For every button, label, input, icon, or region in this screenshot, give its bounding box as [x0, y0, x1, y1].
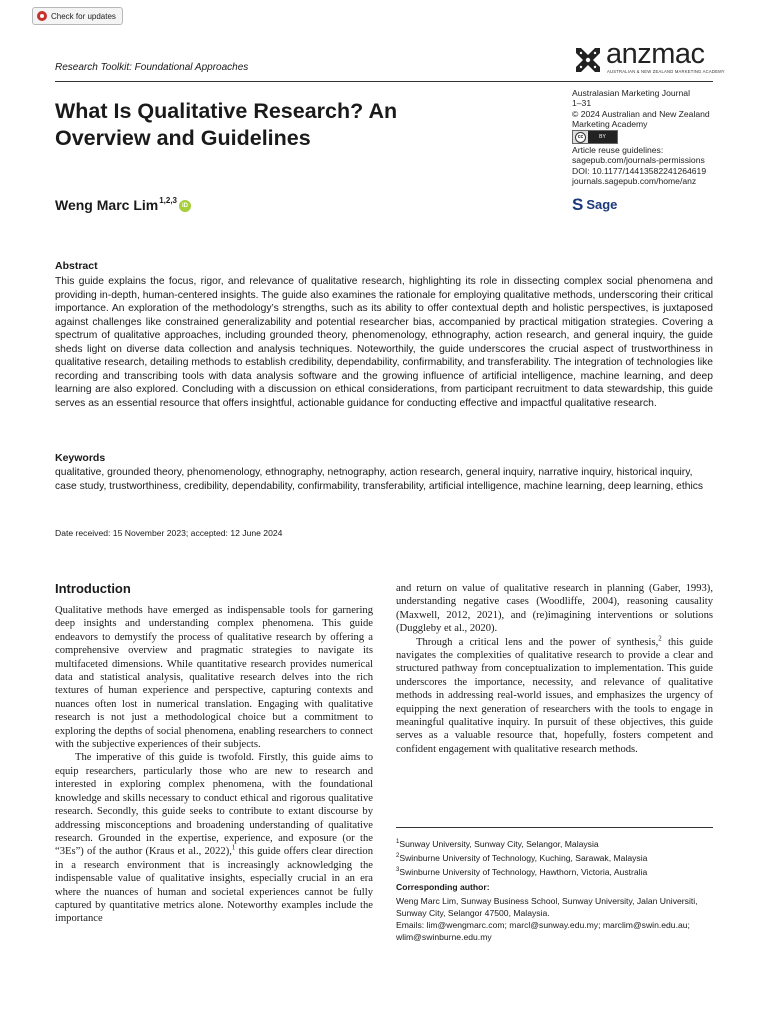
introduction-heading: Introduction — [55, 581, 131, 596]
journal-pages: 1–31 — [572, 98, 592, 109]
affiliation-marker: 3 — [396, 866, 400, 873]
body-column-right — [396, 582, 713, 756]
anzmac-mark-icon — [573, 45, 603, 75]
body-column-left — [55, 604, 373, 926]
sage-s-icon: S — [572, 195, 584, 214]
journal-name: Australasian Marketing Journal — [572, 88, 690, 98]
affiliation-marker: 2 — [396, 852, 400, 859]
intro-paragraph-4-text-b: this guide navigates the complexities of qualitative research to provide a clear and structured pathway from conceptualization to implementation. This guide underscores the importance, necessity, and relevance of qualitative methods in addressing real-world issues, and emphasizes the urgency of equipping the next generation of researchers with the tools to engage in meaningful qualitative inquiry. In pursuit of these objectives, this guide serves as a valuable resource that, hopefully, fosters competent and confident engagement with qualitative research methods. — [396, 636, 713, 755]
corresponding-author-details — [396, 895, 716, 943]
intro-paragraph-1: Qualitative methods have emerged as indispensable tools for garnering deep insights and understanding complex phenomena. This guide endeavors to demystify the process of qualitative research by offering a comprehensive overview and pragmatic strategies to navigate its multifaceted dimensions. While quantitative research provides numerical data and statistical analysis, qualitative research delves into the rich textures of human experience and perspective, capturing contexts and nuances often lost in numerical translation. Engaging with qualitative research is not just a methodological choice but a commitment to exploring the depths of social phenomena, enabling researchers to connect with the subjective experiences of their subjects. — [55, 605, 373, 751]
update-icon — [37, 11, 47, 21]
logo-wordmark: anzmac — [606, 38, 705, 70]
corresponding-emails[interactable]: Emails: lim@wengmarc.com; marcl@sunway.edu.my; marclim@swin.edu.au; wlim@swinburne.edu.my — [396, 920, 690, 942]
reuse-guidelines-link[interactable]: sagepub.com/journals-permissions — [572, 155, 705, 166]
journal-homepage-link[interactable]: journals.sagepub.com/home/anz — [572, 176, 697, 187]
header-divider — [55, 81, 713, 82]
affiliations-divider — [396, 827, 713, 828]
keywords-heading: Keywords — [55, 452, 106, 464]
reuse-guidelines-label: Article reuse guidelines: — [572, 145, 664, 156]
copyright-line: © 2024 Australian and New Zealand — [572, 108, 710, 119]
cc-icon: cc — [575, 132, 586, 143]
affiliations-list — [396, 836, 713, 878]
affiliation-text: Swinburne University of Technology, Hawthorn, Victoria, Australia — [399, 866, 648, 877]
check-for-updates-label: Check for updates — [51, 11, 116, 21]
intro-paragraph-2-text-a: The imperative of this guide is twofold. Firstly, this guide aims to equip researchers, particularly those who are new to research and interested in exploring complex phenomena, with the foundational knowledge and skills necessary to conduct ethical and rigorous qualitative research. Secondly, this guide seeks to contribute to extant discourse by addressing misconceptions and broadening understanding of qualitative research. Grounded in the expertise, experience, and exposure (or the “3Es”) of the author (Kraus et al., 2022), — [55, 752, 373, 858]
cc-by-label: BY — [588, 131, 617, 143]
sage-wordmark: Sage — [586, 197, 618, 212]
intro-paragraph-2-text-b: this guide offers clear direction in a research environment that is increasingly acknowledging the indispensable value of qualitative insights, especially crucial in an era where the nuances of human and societal experiences cannot be fully captured by quantitative metrics alone. Noteworthy examples include the importance — [55, 846, 373, 925]
intro-paragraph-2 — [55, 751, 373, 925]
affiliation-item — [396, 836, 713, 850]
keywords-text: qualitative, grounded theory, phenomenology, ethnography, netnography, action research, general inquiry, narrative inquiry, historical inquiry, case study, trustworthiness, credibility, dependability, confirmability, transferability, artificial intelligence, machine learning, deep learning, ethics — [55, 467, 704, 492]
anzmac-logo — [573, 38, 725, 78]
creative-commons-license-badge[interactable] — [572, 130, 618, 144]
affiliation-item — [396, 850, 713, 864]
corresponding-address: Weng Marc Lim, Sunway Business School, Sunway University, Jalan Universiti, Sunway City, Selangor 47500, Malaysia. — [396, 896, 698, 918]
affiliation-text: Swinburne University of Technology, Kuching, Sarawak, Malaysia — [399, 852, 648, 863]
journal-info — [572, 88, 732, 186]
intro-paragraph-3: and return on value of qualitative research in planning (Gaber, 1993), understanding negative cases (Woodliffe, 2004), reasoning causality (Maxwell, 2012, 2021), and (re)imagining interventions or solutions (Duggleby et al., 2020). — [396, 583, 713, 635]
corresponding-author-heading: Corresponding author: — [396, 882, 490, 892]
date-received-line: Date received: 15 November 2023; accepted: 12 June 2024 — [55, 528, 283, 538]
author-affiliation-markers: 1,2,3 — [159, 196, 177, 205]
footnote-ref-2[interactable]: 2 — [658, 634, 662, 643]
affiliation-marker: 1 — [396, 839, 400, 845]
doi-link[interactable]: DOI: 10.1177/14413582241264619 — [572, 165, 707, 176]
abstract-text: This guide explains the focus, rigor, and relevance of qualitative research, highlighting its role in dissecting complex social phenomena and providing in-depth, human-centered insights. The guide also examines the rationale for employing qualitative methods, underscoring their critical importance. An exploration of the methodology’s strengths, such as its ability to offer contextual depth and holistic perspectives, is juxtaposed against challenges like constrained generalizability and potential researcher bias, accompanied by practical mitigation strategies. Covering a spectrum of qualitative approaches, including grounded theory, phenomenology, ethnography, action research, and general inquiry, the guide sheds light on diverse data collection and analysis techniques. Noteworthily, the guide underscores the crucial aspect of trustworthiness in qualitative research, detailing methods to establish credibility, dependability, confirmability, and transferability. The integration of technologies like recording and transcribing tools with data analysis software and the growing influence of artificial intelligence, machine learning, and deep learning are also explored. Concluding with a discussion on ethical considerations, from participant recruitment to data stewardship, this guide serves as an essential resource that offers insightful, actionable guidance for conducting effective and impactful qualitative research. — [55, 276, 713, 409]
check-for-updates-button[interactable] — [32, 7, 123, 25]
footnote-ref-1[interactable]: 1 — [231, 843, 236, 852]
intro-paragraph-4 — [396, 636, 713, 757]
orcid-icon[interactable]: iD — [179, 200, 191, 212]
series-label: Research Toolkit: Foundational Approaches — [55, 62, 249, 73]
author-name: Weng Marc Lim — [55, 197, 159, 213]
copyright-line-2: Marketing Academy — [572, 118, 648, 129]
sage-logo — [572, 196, 617, 213]
author-line — [55, 197, 191, 213]
affiliation-text: Sunway University, Sunway City, Selangor, Malaysia — [399, 838, 599, 849]
abstract-heading: Abstract — [55, 260, 98, 272]
article-title: What Is Qualitative Research? An Overview and Guidelines — [55, 99, 398, 150]
intro-paragraph-4-text-a: Through a critical lens and the power of synthesis, — [416, 636, 659, 648]
affiliation-item — [396, 864, 713, 878]
logo-tagline: AUSTRALIAN & NEW ZEALAND MARKETING ACADEMY — [607, 69, 725, 74]
